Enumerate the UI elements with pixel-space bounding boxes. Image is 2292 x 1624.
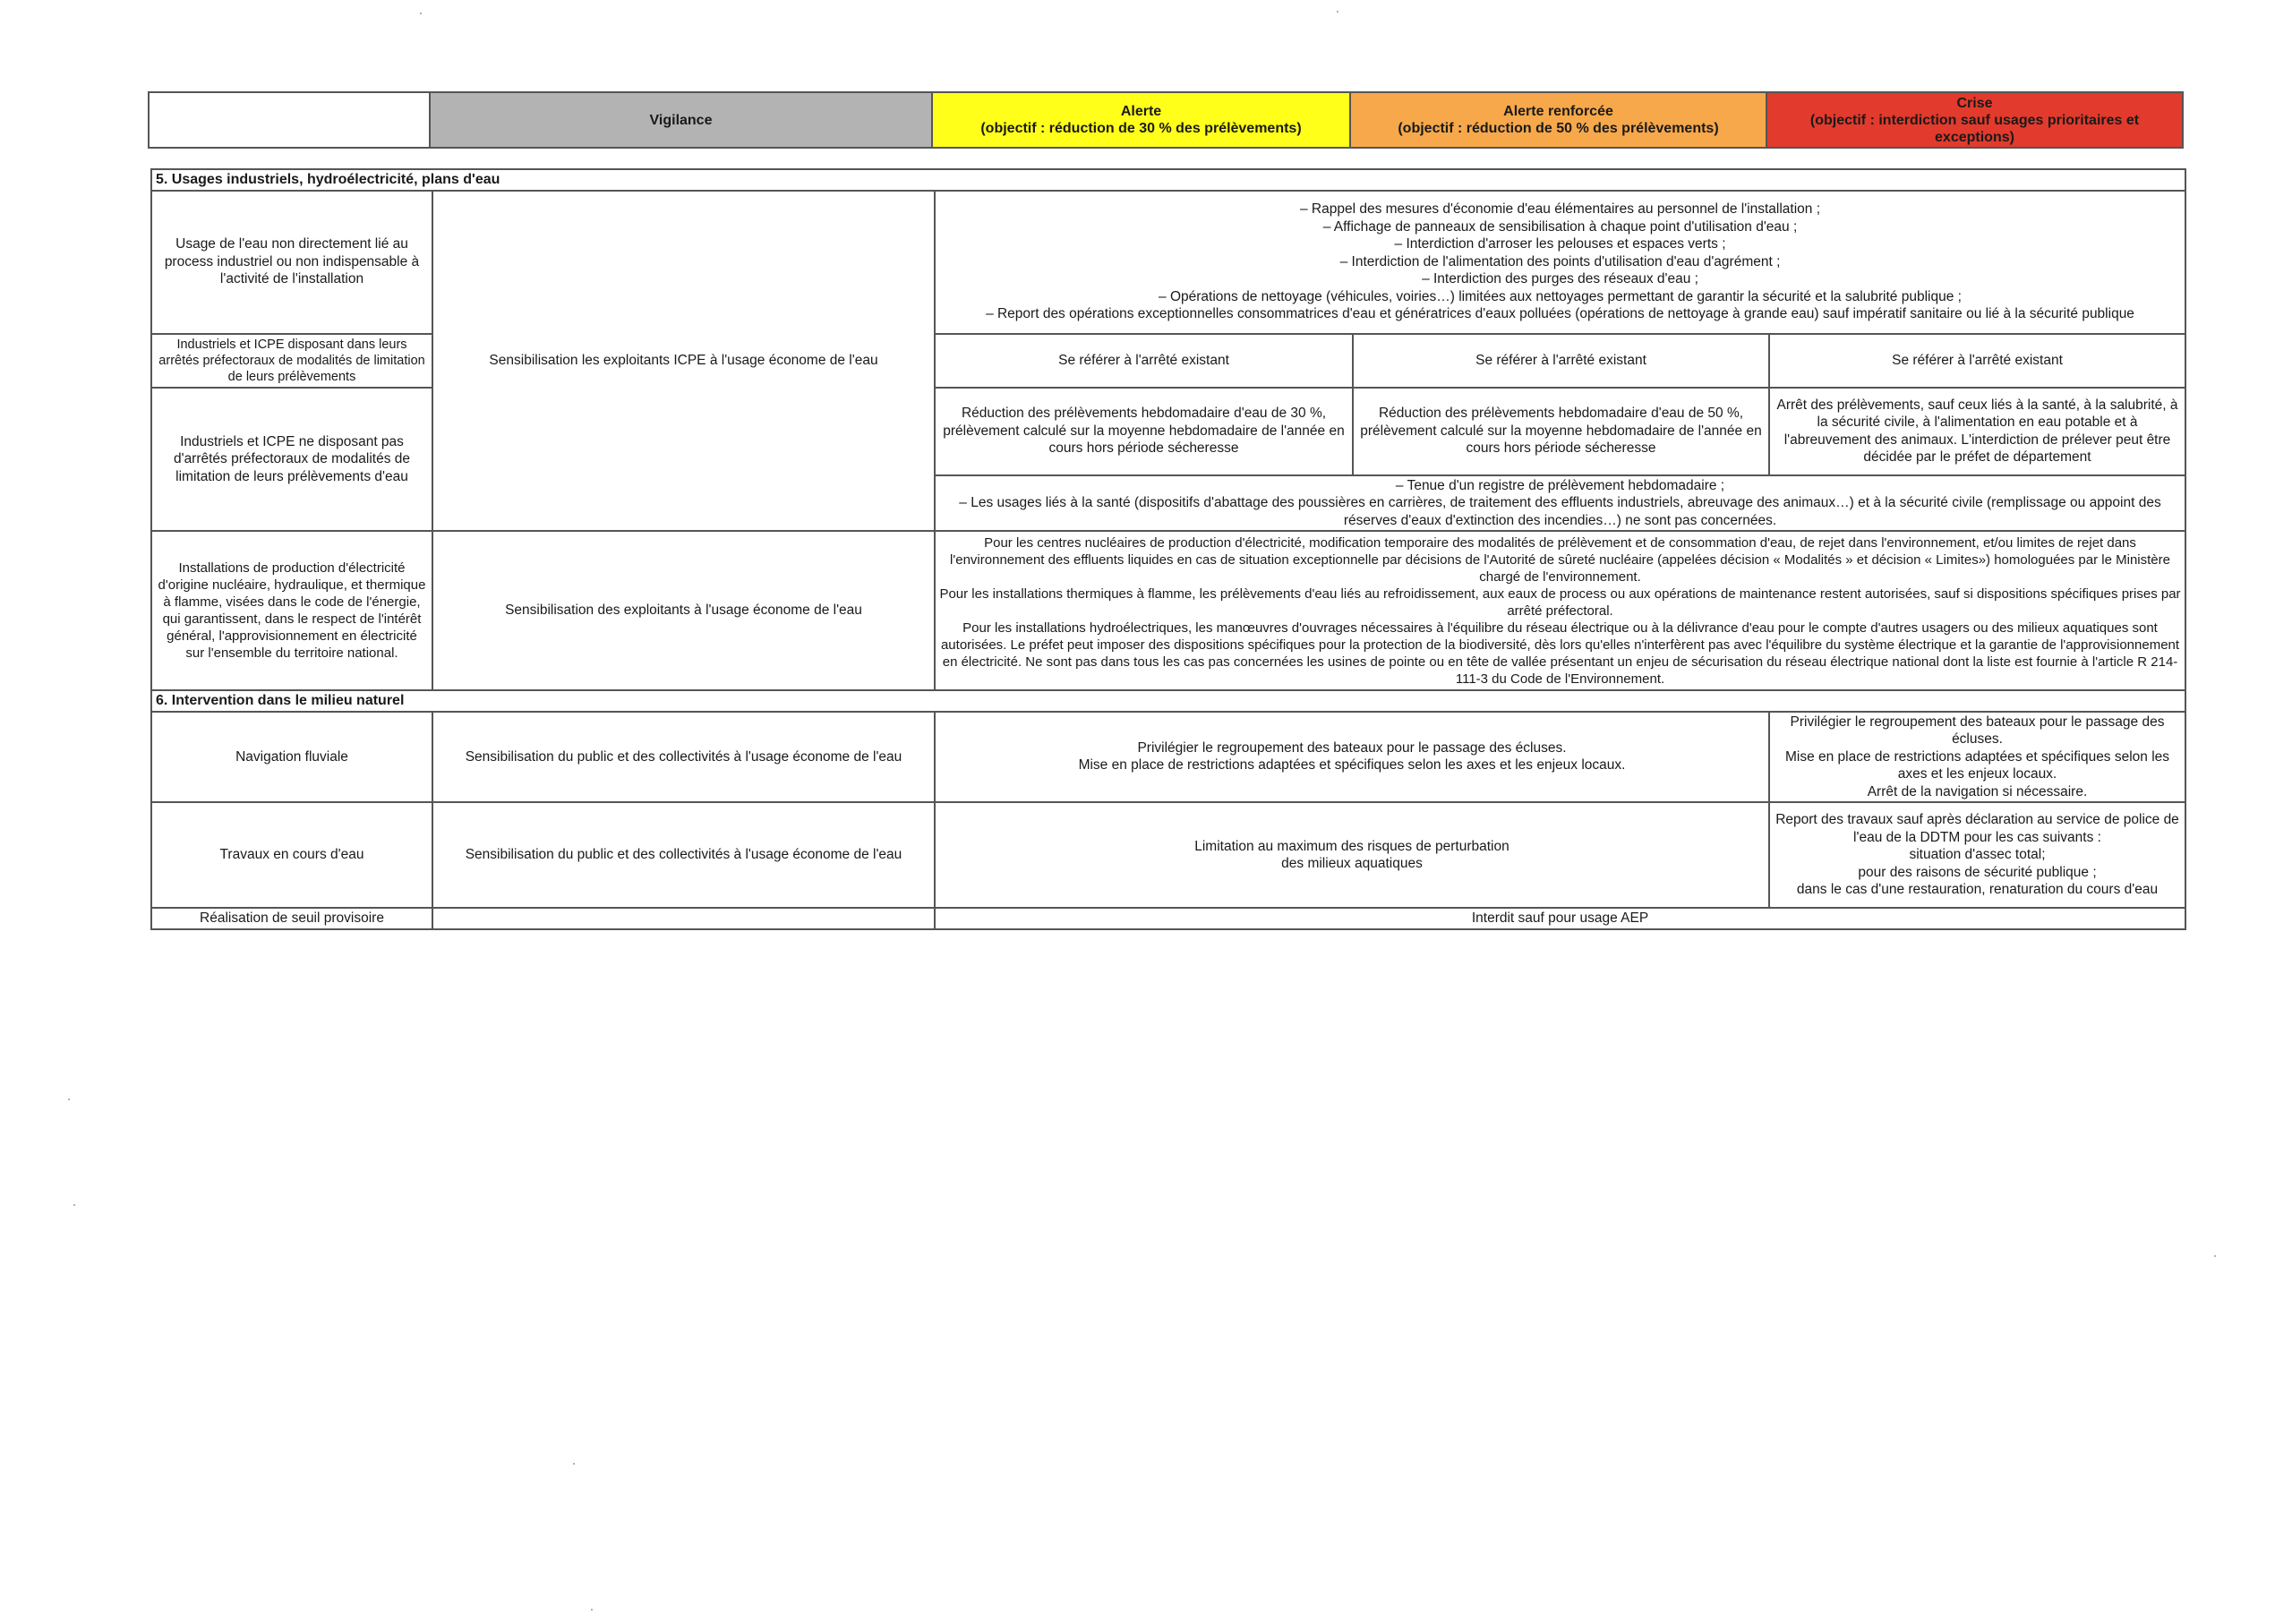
scan-speck [73,1204,75,1206]
icpe-sans-alerte-renforcee: Réduction des prélèvements hebdomadaire d'eau de 50 %, prélèvement calculé sur la moyenne hebdomadaire de l'année en cours hors période sécheresse [1353,388,1769,475]
seuil-vigilance [432,908,935,929]
navigation-alerte-line: Privilégier le regroupement des bateaux pour le passage des écluses. [1137,739,1567,756]
icpe-sans-common-measures [935,475,2185,532]
scan-speck [2214,1255,2216,1257]
usage-eau-measure: – Interdiction d'arroser les pelouses et espaces verts ; [1394,236,1726,252]
travaux-crise-line: Report des travaux sauf après déclaration au service de police de l'eau de la DDTM pour les cas suivants : [1775,812,2179,845]
usage-eau-measure: – Report des opérations exceptionnelles consommatrices d'eau et génératrices d'eaux polluées (opérations de nettoyage à grande eau) sauf impératif sanitaire ou lié à la sécurité publique [986,306,2134,322]
travaux-crise-line: situation d'assec total; [1909,847,2046,863]
usage-eau-label: Usage de l'eau non directement lié au process industriel ou non indispensable à l'activité de l'installation [151,191,432,334]
icpe-avec-alerte-renforcee: Se référer à l'arrêté existant [1353,334,1769,388]
header-vigilance [430,92,932,148]
seuil-restriction: Interdit sauf pour usage AEP [935,908,2185,929]
section-6-title: 6. Intervention dans le milieu naturel [151,690,2185,712]
header-alerte [932,92,1350,148]
icpe-sans-common-measure: – Les usages liés à la santé (dispositifs d'abattage des poussières en carrières, de traitement des effluents industriels, abreuvage des animaux…) et à la sécurité civile (remplissage ou appoint des réserves d'eaux d'extinction des incendies…) ne sont pas concernées. [959,495,2161,528]
restrictions-table [150,168,2186,930]
energie-label: Installations de production d'électricité d'origine nucléaire, hydraulique, et thermique à flamme, visées dans le code de l'énergie, qui garantissent, dans le respect de l'intérêt général, l'approvisionnement en électricité sur l'ensemble du territoire national. [151,531,432,690]
usage-eau-measure: – Opérations de nettoyage (véhicules, voiries…) limitées aux nettoyages permettant de garantir la sécurité et la salubrité publique ; [1159,288,1962,304]
header-crise-objective: (objectif : interdiction sauf usages prioritaires et exceptions) [1809,112,2140,145]
travaux-crise [1769,802,2185,908]
icpe-sans-common-measure: – Tenue d'un registre de prélèvement hebdomadaire ; [1395,477,1725,493]
header-crise-title: Crise [1956,95,1993,111]
alert-levels-header [148,91,2184,149]
travaux-vigilance: Sensibilisation du public et des collectivités à l'usage économe de l'eau [432,802,935,908]
navigation-crise-line: Privilégier le regroupement des bateaux pour le passage des écluses. [1790,714,2165,747]
scan-speck [420,13,422,14]
icpe-vigilance-cell: Sensibilisation les exploitants ICPE à l'usage économe de l'eau [432,191,935,532]
header-alerte-renforcee-objective: (objectif : réduction de 50 % des prélèvements) [1398,121,1719,136]
travaux-alerte-line: Limitation au maximum des risques de perturbation [1194,838,1509,854]
scan-speck [68,1098,70,1100]
energie-measures [935,531,2185,690]
icpe-avec-alerte: Se référer à l'arrêté existant [935,334,1353,388]
usage-eau-measure: – Interdiction de l'alimentation des points d'utilisation d'eau d'agrément ; [1339,253,1781,269]
navigation-crise [1769,712,2185,803]
usage-eau-measure: – Rappel des mesures d'économie d'eau élémentaires au personnel de l'installation ; [1300,201,1821,218]
icpe-avec-arrete-label: Industriels et ICPE disposant dans leurs arrêtés préfectoraux de modalités de limitation de leurs prélèvements [151,334,432,388]
seuil-label: Réalisation de seuil provisoire [151,908,432,929]
travaux-crise-line: pour des raisons de sécurité publique ; [1858,864,2097,880]
header-alerte-objective: (objectif : réduction de 30 % des prélèvements) [980,121,1302,136]
travaux-label: Travaux en cours d'eau [151,802,432,908]
travaux-alerte [935,802,1769,908]
icpe-avec-crise: Se référer à l'arrêté existant [1769,334,2185,388]
icpe-sans-arrete-label: Industriels et ICPE ne disposant pas d'arrêtés préfectoraux de modalités de limitation de leurs prélèvements d'eau [151,388,432,532]
usage-eau-measures [935,191,2185,334]
header-alerte-renforcee-title: Alerte renforcée [1503,104,1613,119]
scan-speck [1337,11,1338,13]
energie-vigilance: Sensibilisation des exploitants à l'usage économe de l'eau [432,531,935,690]
navigation-crise-line: Arrêt de la navigation si nécessaire. [1867,783,2088,799]
scan-speck [573,1463,575,1465]
header-blank-cell [149,92,430,148]
section-5-title: 5. Usages industriels, hydroélectricité, plans d'eau [151,169,2185,191]
usage-eau-measure: – Interdiction des purges des réseaux d'eau ; [1422,271,1698,287]
energie-paragraph-hydro: Pour les installations hydroélectriques, les manœuvres d'ouvrages nécessaires à l'équilibre du réseau électrique ou à la délivrance d'eau pour le compte d'autres usagers ou des milieux aquatiques sont autorisées. Le préfet peut imposer des dispositions spécifiques pour la protection de la biodiversité, dès lors qu'elles n'interfèrent pas avec l'équilibre du système électrique et la garantie de l'approvisionnement en électricité. Ne sont pas dans tous les cas pas concernées les usines de pointe ou en tête de vallée présentant un enjeu de sécurisation du réseau électrique national dont la liste est fournie à l'article R 214-111-3 du Code de l'Environnement. [940,620,2180,687]
energie-paragraph-nucleaire: Pour les centres nucléaires de production d'électricité, modification temporaire des modalités de prélèvement et de consommation d'eau, de rejet dans l'environnement, et/ou limites de rejet dans l'environnement des effluents liquides en cas de situation exceptionnelle par décisions de l'Autorité de sûreté nucléaire (appelées décision « Modalités » et décision « Limites») homologuées par le Ministère chargé de l'environnement. [950,534,2170,585]
header-crise [1766,92,2183,148]
navigation-label: Navigation fluviale [151,712,432,803]
navigation-vigilance: Sensibilisation du public et des collectivités à l'usage économe de l'eau [432,712,935,803]
travaux-alerte-line: des milieux aquatiques [1281,856,1423,871]
navigation-alerte-line: Mise en place de restrictions adaptées et spécifiques selon les axes et les enjeux locaux. [1078,757,1626,774]
scan-speck [591,1609,593,1611]
energie-paragraph-thermique: Pour les installations thermiques à flamme, les prélèvements d'eau liés au refroidissement, aux eaux de process ou aux opérations de maintenance restent autorisées, sauf si dispositions spécifiques prises par arrêté préfectoral. [939,585,2181,619]
icpe-sans-alerte: Réduction des prélèvements hebdomadaire d'eau de 30 %, prélèvement calculé sur la moyenne hebdomadaire de l'année en cours hors période sécheresse [935,388,1353,475]
usage-eau-measure: – Affichage de panneaux de sensibilisation à chaque point d'utilisation d'eau ; [1322,218,1798,235]
icpe-sans-crise: Arrêt des prélèvements, sauf ceux liés à la santé, à la salubrité, à la sécurité civile, à l'alimentation en eau potable et à l'abreuvement des animaux. L'interdiction de prélever peut être décidée par le préfet de département [1769,388,2185,475]
header-alerte-renforcee [1350,92,1766,148]
navigation-alerte [935,712,1769,803]
header-alerte-title: Alerte [1120,104,1162,119]
header-vigilance-label: Vigilance [649,112,713,128]
travaux-crise-line: dans le cas d'une restauration, renaturation du cours d'eau [1796,882,2159,898]
navigation-crise-line: Mise en place de restrictions adaptées et spécifiques selon les axes et les enjeux locaux. [1784,748,2170,782]
